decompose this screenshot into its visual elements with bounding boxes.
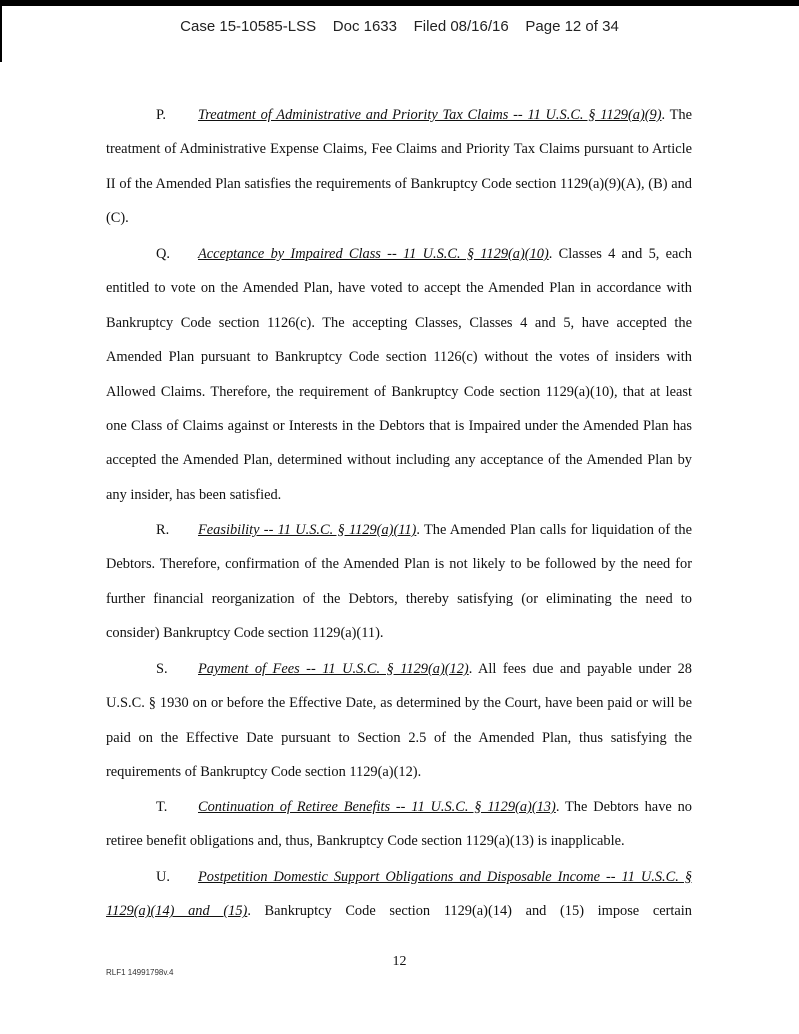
paragraph-body: . Classes 4 and 5, each entitled to vote on the Amended Plan, have voted to accept the Amended Plan in accordance with Bankruptcy Code section 1126(c). The accepting Classes, Classes 4 and 5, have accepted the Amended Plan pursuant to Bankruptcy Code section 1126(c) without the votes of insiders with Allowed Claims. Therefore, the requirement of Bankruptcy Code section 1129(a)(10), that at least one Class of Claims against or Interests in the Debtors that is Impaired under the Amended Plan has accepted the Amended Plan, determined without including any acceptance of the Amended Plan by any insider, has been satisfied. [106,246,692,503]
paragraph-body: . All fees due and payable under 28 U.S.C. § 1930 on or before the Effective Date, as determined by the Court, have been paid or will be paid on the Effective Date pursuant to Section 2.5 of the Amended Plan, thus satisfying the requirements of Bankruptcy Code section 1129(a)(12). [106,661,692,781]
top-border [0,0,799,6]
paragraph-body: . Bankruptcy Code section 1129(a)(14) and (15) impose certain [247,903,692,920]
paragraph-heading: Postpetition Domestic Support Obligations and Disposable Income -- 11 U.S.C. § 1129(a)(14) and (15) [106,869,692,920]
paragraph-letter: R. [156,522,170,538]
paragraph-r [106,513,692,651]
paragraph-heading: Payment of Fees -- 11 U.S.C. § 1129(a)(12) [198,661,469,677]
paragraph-q [106,237,692,512]
paragraph-t [106,790,692,859]
paragraph-p [106,98,692,236]
paragraph-body: . The Debtors have no retiree benefit obligations and, thus, Bankruptcy Code section 1129(a)(13) is inapplicable. [106,799,693,850]
paragraph-letter: U. [156,869,170,885]
page-number: 12 [392,954,407,969]
paragraph-body: . The Amended Plan calls for liquidation of the Debtors. Therefore, confirmation of the Amended Plan is not likely to be followed by the need for further financial reorganization of the Debtors, thereby satisfying (or eliminating the need to consider) Bankruptcy Code section 1129(a)(11). [106,522,692,642]
case-header: Case 15-10585-LSS Doc 1633 Filed 08/16/16 Page 12 of 34 [180,18,619,35]
paragraph-body: . The treatment of Administrative Expense Claims, Fee Claims and Priority Tax Claims pursuant to Article II of the Amended Plan satisfies the requirements of Bankruptcy Code section 1129(a)(9)(A), (B) and (C). [106,107,692,227]
document-id: RLF1 14991798v.4 [106,968,174,977]
paragraph-heading: Acceptance by Impaired Class -- 11 U.S.C. § 1129(a)(10) [198,246,549,262]
paragraph-heading: Continuation of Retiree Benefits -- 11 U.S.C. § 1129(a)(13) [198,799,556,815]
paragraph-letter: Q. [156,246,170,262]
paragraph-letter: P. [156,107,167,123]
paragraph-u [106,860,692,929]
paragraph-letter: T. [156,799,168,815]
paragraph-s [106,652,692,790]
paragraph-heading: Treatment of Administrative and Priority Tax Claims -- 11 U.S.C. § 1129(a)(9) [198,107,662,123]
paragraph-letter: S. [156,661,168,677]
paragraph-heading: Feasibility -- 11 U.S.C. § 1129(a)(11) [198,522,417,538]
